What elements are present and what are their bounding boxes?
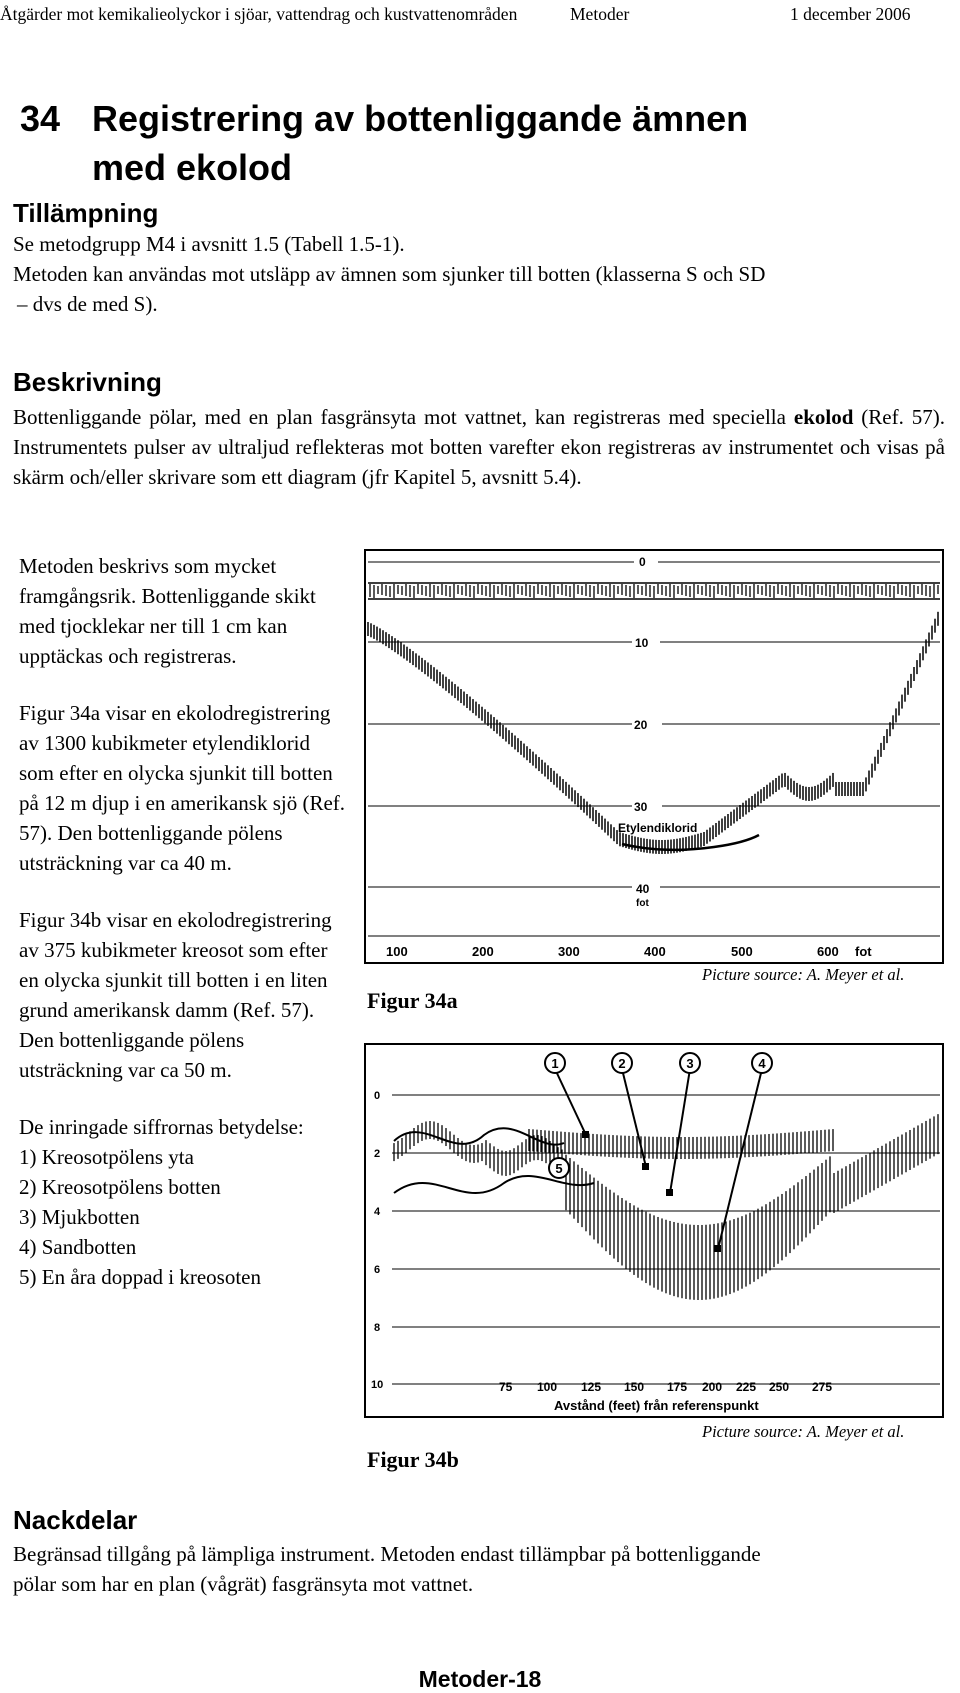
depth-label-40: 40 <box>636 882 650 896</box>
depth-unit-fot: fot <box>636 898 649 909</box>
chapter-number: 34 <box>20 98 61 139</box>
xb-175: 175 <box>667 1380 688 1394</box>
depth-b-2: 2 <box>374 1148 381 1160</box>
x-label-unit: fot <box>855 944 872 959</box>
beskrivning-paragraph <box>13 402 945 492</box>
legend-item-1: 1) Kreosotpölens yta <box>19 1145 194 1169</box>
tillampning-line-3: – dvs de med S). <box>17 292 158 316</box>
marker-4: 4 <box>758 1056 766 1071</box>
legend-item-3: 3) Mjukbotten <box>19 1205 140 1229</box>
depth-label-10: 10 <box>635 636 649 650</box>
depth-b-10: 10 <box>371 1379 384 1391</box>
title-line-1: Registrering av bottenliggande ämnen <box>92 98 749 139</box>
xb-100: 100 <box>537 1380 558 1394</box>
depth-label-0: 0 <box>639 555 646 569</box>
title-line-2: med ekolod <box>92 147 293 188</box>
x-label-600: 600 <box>817 944 839 959</box>
page-footer: Metoder-18 <box>418 1666 542 1692</box>
nackdelar-line-2: pölar som har en plan (vågrät) fasgränsyta mot vattnet. <box>13 1572 474 1596</box>
marker-3: 3 <box>686 1056 694 1071</box>
legend-item-4: 4) Sandbotten <box>19 1235 137 1259</box>
depth-b-0: 0 <box>374 1090 381 1102</box>
xb-150: 150 <box>624 1380 645 1394</box>
xb-title: Avstånd (feet) från referenspunkt <box>554 1398 759 1413</box>
legend-intro: De inringade siffrornas betydelse: <box>19 1115 304 1139</box>
figure-34b-echogram <box>364 1043 944 1418</box>
figure-34b-label: Figur 34b <box>367 1447 459 1472</box>
beskrivning-text-a: Bottenliggande pölar, med en plan fasgränsyta mot vattnet, kan registreras med speciella <box>13 405 794 429</box>
x-label-500: 500 <box>731 944 753 959</box>
header-date: 1 december 2006 <box>790 4 911 24</box>
x-label-400: 400 <box>644 944 666 959</box>
heading-tillampning: Tillämpning <box>13 198 159 228</box>
beskrivning-text-b: (Ref. 57). Instrumentets pulser av ultraljud reflekteras mot botten varefter ekon registreras av instrumentet och visas på skärm och/eller skrivare som ett diagram (jfr Kapitel 5, avsnitt 5.4). <box>13 405 945 489</box>
x-label-100: 100 <box>386 944 408 959</box>
marker-5: 5 <box>555 1161 563 1176</box>
ekolod-term: ekolod <box>793 405 854 429</box>
depth-label-30: 30 <box>634 800 648 814</box>
annotation-etylendiklorid: Etylendiklorid <box>618 821 698 835</box>
legend-item-2: 2) Kreosotpölens botten <box>19 1175 221 1199</box>
tillampning-line-1: Se metodgrupp M4 i avsnitt 1.5 (Tabell 1.5-1). <box>13 232 405 256</box>
xb-200: 200 <box>702 1380 723 1394</box>
x-label-300: 300 <box>558 944 580 959</box>
xb-250: 250 <box>769 1380 790 1394</box>
marker-2: 2 <box>618 1056 626 1071</box>
figure-34b-source: Picture source: A. Meyer et al. <box>702 1422 905 1441</box>
side-column <box>19 551 349 1292</box>
depth-b-4: 4 <box>374 1206 381 1218</box>
xb-75: 75 <box>499 1380 513 1394</box>
nackdelar-line-1: Begränsad tillgång på lämpliga instrument. Metoden endast tillämpbar på bottenliggande <box>13 1542 761 1566</box>
heading-nackdelar: Nackdelar <box>13 1505 138 1535</box>
depth-b-6: 6 <box>374 1264 381 1276</box>
figure-34a-echogram <box>364 549 944 964</box>
xb-125: 125 <box>581 1380 602 1394</box>
side-paragraph-1: Metoden beskrivs som mycket framgångsrik. Bottenliggande skikt med tjocklekar ner till 1 cm kan upptäckas och registreras. <box>19 554 316 668</box>
page-title <box>20 94 920 192</box>
xb-275: 275 <box>812 1380 833 1394</box>
header-section: Metoder <box>570 4 630 24</box>
depth-label-20: 20 <box>634 718 648 732</box>
depth-b-8: 8 <box>374 1322 381 1334</box>
x-label-200: 200 <box>472 944 494 959</box>
marker-1: 1 <box>551 1056 559 1071</box>
figure-34a-source: Picture source: A. Meyer et al. <box>702 965 905 984</box>
side-paragraph-2: Figur 34a visar en ekolodregistrering av 1300 kubikmeter etylendiklorid som efter en olycka sjunkit till botten på 12 m djup i en amerikansk sjö (Ref. 57). Den bottenliggande pölens utsträckning var ca 40 m. <box>19 701 346 875</box>
heading-beskrivning: Beskrivning <box>13 367 162 397</box>
figure-34a-label: Figur 34a <box>367 988 458 1013</box>
header-document-title: Åtgärder mot kemikalieolyckor i sjöar, vattendrag och kustvattenområden <box>0 4 518 24</box>
tillampning-line-2: Metoden kan användas mot utsläpp av ämnen som sjunker till botten (klasserna S och SD <box>13 262 766 286</box>
legend-item-5: 5) En åra doppad i kreosoten <box>19 1265 262 1289</box>
side-paragraph-3: Figur 34b visar en ekolodregistrering av 375 kubikmeter kreosot som efter en olycka sjunkit till botten i en liten grund amerikansk damm (Ref. 57). Den bottenliggande pölens utsträckning var ca 50 m. <box>19 908 332 1082</box>
xb-225: 225 <box>736 1380 757 1394</box>
